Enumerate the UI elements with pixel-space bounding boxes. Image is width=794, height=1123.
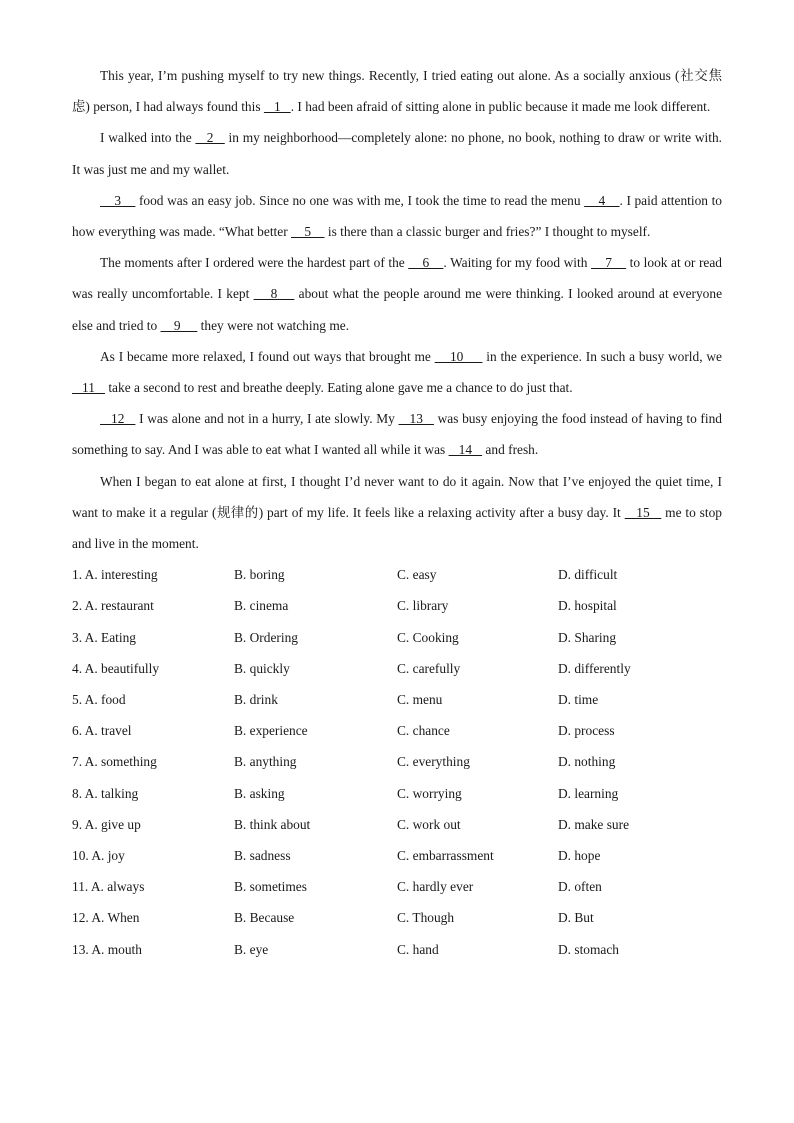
- option-choice: C. embarrassment: [397, 847, 494, 863]
- option-choice: B. cinema: [234, 598, 289, 614]
- option-choice: 4. A. beautifully: [72, 660, 160, 676]
- answer-blank: 11: [72, 380, 105, 396]
- passage-text: me to stop and live in the moment.: [72, 504, 722, 552]
- passage-text: This year, I’m pushing myself to try new things. Recently, I tried eating out alone. As a socially anxious (社交焦虑) person, I had always found this: [72, 68, 722, 115]
- question-options-row: [72, 684, 722, 715]
- passage-text: in the experience. In such a busy world, we: [482, 348, 722, 364]
- option-choice: B. eye: [234, 941, 269, 957]
- option-choice: 5. A. food: [72, 692, 126, 707]
- option-choice: 10. A. joy: [72, 847, 125, 863]
- option-choice: D. make sure: [558, 816, 630, 832]
- passage-text: food was an easy job. Since no one was with me, I took the time to read the menu: [135, 192, 585, 208]
- cloze-passage: [72, 60, 722, 559]
- question-options-row: [72, 559, 722, 590]
- option-choice: C. library: [397, 598, 449, 614]
- option-choice: D. But: [558, 910, 594, 926]
- passage-text: to look at or read was really uncomfortable. I kept: [72, 255, 722, 302]
- answer-blank: 9: [160, 317, 198, 333]
- option-choice: C. chance: [397, 723, 450, 739]
- option-choice: B. Ordering: [234, 629, 298, 645]
- passage-text: . Waiting for my food with: [443, 255, 591, 271]
- passage-text: . I paid attention to how everything was made. “What better: [72, 192, 722, 240]
- passage-text: take a second to rest and breathe deeply. Eating alone gave me a chance to do just that.: [104, 380, 573, 396]
- document-page: [72, 60, 722, 965]
- question-options-row: [72, 902, 722, 933]
- question-options-row: [72, 778, 722, 809]
- passage-text: I walked into the: [100, 130, 196, 146]
- passage-text: about what the people around me were thinking. I looked around at everyone else and tried to: [72, 286, 723, 333]
- passage-text: When I began to eat alone at first, I thought I’d never want to do it again. Now that I’ve enjoyed the quiet time, I want to make it a regular (规律的) part of my life. It feels like a relaxing activity after a busy day. It: [72, 473, 722, 520]
- option-choice: B. anything: [234, 754, 297, 770]
- option-choice: C. everything: [397, 754, 470, 770]
- answer-blank: 2: [195, 130, 225, 146]
- answer-blank: 15: [624, 504, 662, 520]
- question-options-row: [72, 809, 722, 840]
- passage-text: is there than a classic burger and fries?” I thought to myself.: [324, 224, 651, 240]
- option-choice: B. quickly: [234, 660, 290, 676]
- option-choice: B. experience: [234, 723, 308, 739]
- option-choice: B. Because: [234, 910, 295, 926]
- answer-blank: 12: [100, 411, 136, 427]
- answer-blank: 1: [263, 99, 291, 115]
- option-choice: B. sadness: [234, 847, 291, 863]
- passage-text: The moments after I ordered were the hardest part of the: [100, 255, 409, 271]
- passage-paragraph: [72, 185, 722, 247]
- answer-blank: 14: [448, 442, 483, 458]
- option-choice: D. hospital: [558, 598, 617, 614]
- options-list: [72, 559, 722, 964]
- option-choice: D. learning: [558, 785, 619, 801]
- passage-text: in my neighborhood—completely alone: no phone, no book, nothing to draw or write with. It was just me and my wallet.: [72, 130, 722, 177]
- option-choice: 11. A. always: [72, 879, 145, 895]
- option-choice: 9. A. give up: [72, 816, 141, 832]
- option-choice: B. asking: [234, 785, 285, 801]
- question-options-row: [72, 590, 722, 621]
- passage-paragraph: [72, 247, 722, 341]
- option-choice: C. easy: [397, 567, 437, 583]
- option-choice: C. worrying: [397, 785, 462, 801]
- option-choice: 8. A. talking: [72, 785, 139, 801]
- answer-blank: 4: [584, 192, 620, 208]
- option-choice: C. carefully: [397, 660, 461, 676]
- answer-blank: 7: [590, 255, 627, 271]
- option-choice: 1. A. interesting: [72, 567, 158, 583]
- option-choice: B. drink: [234, 692, 278, 707]
- option-choice: 7. A. something: [72, 754, 157, 770]
- option-choice: D. difficult: [558, 567, 618, 583]
- answer-blank: 5: [291, 224, 325, 240]
- question-options-row: [72, 934, 722, 965]
- option-choice: D. process: [558, 723, 615, 739]
- option-choice: C. work out: [397, 816, 461, 832]
- answer-blank: 3: [100, 192, 136, 208]
- passage-paragraph: [72, 122, 722, 184]
- option-choice: C. Cooking: [397, 629, 459, 645]
- option-choice: C. menu: [397, 692, 443, 707]
- question-options-row: [72, 840, 722, 871]
- passage-text: and fresh.: [482, 442, 539, 458]
- passage-text: . I had been afraid of sitting alone in public because it made me look different.: [290, 99, 711, 115]
- option-choice: D. often: [558, 879, 602, 895]
- answer-blank: 6: [408, 255, 444, 271]
- passage-paragraph: [72, 341, 722, 403]
- option-choice: B. boring: [234, 567, 285, 583]
- passage-paragraph: [72, 466, 722, 560]
- option-choice: D. Sharing: [558, 629, 617, 645]
- option-choice: 3. A. Eating: [72, 629, 136, 645]
- option-choice: D. time: [558, 692, 599, 707]
- option-choice: B. sometimes: [234, 879, 307, 895]
- question-options-row: [72, 622, 722, 653]
- passage-text: As I became more relaxed, I found out ways that brought me: [100, 348, 435, 364]
- answer-blank: 8: [253, 286, 295, 302]
- question-options-row: [72, 871, 722, 902]
- passage-paragraph: [72, 60, 722, 122]
- question-options-row: [72, 715, 722, 746]
- option-choice: 13. A. mouth: [72, 941, 142, 957]
- passage-paragraph: [72, 403, 722, 465]
- question-options-row: [72, 746, 722, 777]
- passage-text: was busy enjoying the food instead of having to find something to say. And I was able to eat what I wanted all while it was: [72, 411, 722, 458]
- option-choice: 12. A. When: [72, 910, 140, 926]
- option-choice: 2. A. restaurant: [72, 598, 154, 614]
- answer-blank: 13: [398, 411, 434, 427]
- passage-text: they were not watching me.: [197, 317, 350, 333]
- option-choice: D. differently: [558, 660, 631, 676]
- option-choice: D. nothing: [558, 754, 616, 770]
- option-choice: 6. A. travel: [72, 723, 132, 739]
- option-choice: C. hand: [397, 941, 439, 957]
- option-choice: C. hardly ever: [397, 879, 474, 895]
- answer-blank: 10: [434, 348, 483, 364]
- option-choice: D. stomach: [558, 941, 619, 957]
- question-options-row: [72, 653, 722, 684]
- passage-text: I was alone and not in a hurry, I ate slowly. My: [135, 411, 399, 427]
- option-choice: B. think about: [234, 816, 311, 832]
- option-choice: D. hope: [558, 847, 601, 863]
- option-choice: C. Though: [397, 910, 455, 926]
